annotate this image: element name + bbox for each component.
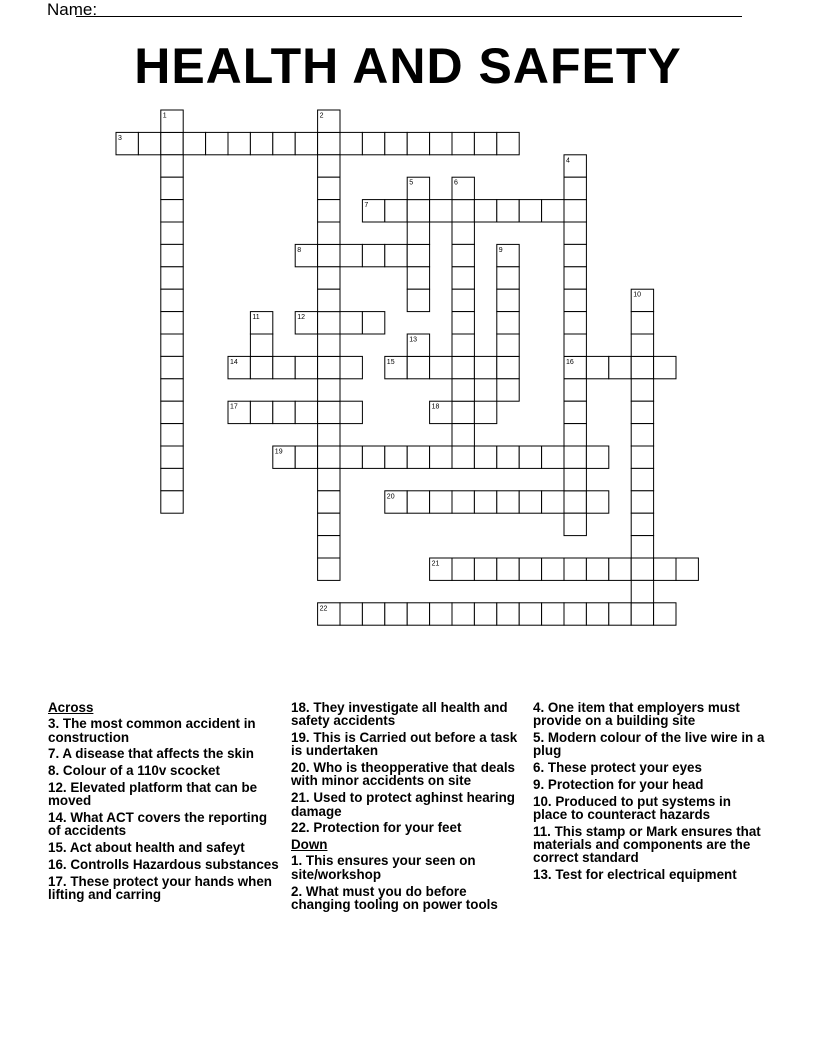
crossword-cell[interactable]: [452, 177, 474, 199]
clue-text: Colour of a 110v scocket: [59, 763, 220, 779]
crossword-cell[interactable]: [407, 132, 429, 154]
crossword-cell[interactable]: [318, 536, 340, 558]
crossword-cell[interactable]: [519, 491, 541, 513]
clue-number-label: 2: [319, 112, 324, 120]
clue-number: 10.: [533, 793, 552, 809]
crossword-cell[interactable]: [340, 132, 362, 154]
crossword-cell[interactable]: [250, 132, 272, 154]
crossword-cell[interactable]: [542, 558, 564, 580]
clue-item: [291, 731, 523, 758]
clue-number-label: 19: [274, 448, 283, 456]
crossword-cell[interactable]: [385, 200, 407, 222]
crossword-cell[interactable]: [564, 155, 586, 177]
crossword-cell[interactable]: [609, 603, 631, 625]
crossword-cell[interactable]: [430, 558, 452, 580]
clue-item: [291, 701, 523, 728]
name-field[interactable]: [76, 16, 742, 17]
clue-item: [48, 747, 280, 760]
crossword-cell[interactable]: [564, 558, 586, 580]
crossword-cell[interactable]: [631, 491, 653, 513]
clue-number-label: 16: [566, 358, 574, 366]
crossword-cell[interactable]: [452, 446, 474, 468]
crossword-cell[interactable]: [564, 200, 586, 222]
crossword-cell[interactable]: [631, 424, 653, 446]
crossword-cell[interactable]: [542, 491, 564, 513]
crossword-cell[interactable]: [295, 132, 317, 154]
clue-number: 13.: [533, 867, 552, 883]
clue-number-label: 5: [409, 179, 414, 187]
crossword-cell[interactable]: [340, 446, 362, 468]
crossword-cell[interactable]: [430, 603, 452, 625]
crossword-cell[interactable]: [161, 155, 183, 177]
clue-number-label: 15: [386, 358, 395, 366]
clue-number-label: 22: [319, 605, 328, 613]
clue-number: 6.: [533, 760, 545, 776]
crossword-cell[interactable]: [564, 401, 586, 423]
clue-item: [48, 858, 280, 871]
crossword-cell[interactable]: [161, 401, 183, 423]
crossword-cell[interactable]: [564, 222, 586, 244]
crossword-cell[interactable]: [430, 132, 452, 154]
crossword-cell[interactable]: [542, 603, 564, 625]
clue-item: [533, 761, 765, 774]
crossword-cell[interactable]: [407, 446, 429, 468]
crossword-cell[interactable]: [161, 424, 183, 446]
crossword-cell[interactable]: [362, 244, 384, 266]
clue-text: The most common accident in construction: [48, 716, 256, 745]
crossword-cell[interactable]: [385, 132, 407, 154]
crossword-cell[interactable]: [318, 446, 340, 468]
clue-item: [533, 731, 765, 758]
crossword-cell[interactable]: [452, 244, 474, 266]
crossword-cell[interactable]: [161, 446, 183, 468]
crossword-cell[interactable]: [519, 603, 541, 625]
clue-item: [291, 791, 523, 818]
clue-text: Elevated platform that can be moved: [48, 779, 258, 809]
crossword-cell[interactable]: [318, 110, 340, 132]
crossword-cell[interactable]: [452, 334, 474, 356]
crossword-cell[interactable]: [273, 401, 295, 423]
clue-text: This stamp or Mark ensures that materials and components are the correct standard: [533, 823, 761, 866]
clue-heading: Across: [48, 700, 94, 715]
crossword-cell[interactable]: [631, 401, 653, 423]
crossword-cell[interactable]: [631, 334, 653, 356]
crossword-cell[interactable]: [430, 401, 452, 423]
crossword-cell[interactable]: [138, 132, 160, 154]
crossword-cell[interactable]: [161, 468, 183, 490]
crossword-cell[interactable]: [631, 446, 653, 468]
crossword-cell[interactable]: [631, 558, 653, 580]
crossword-cell[interactable]: [654, 356, 676, 378]
crossword-cell[interactable]: [519, 200, 541, 222]
crossword-cell[interactable]: [407, 289, 429, 311]
clue-number-label: 3: [118, 134, 122, 142]
clue-number: 5.: [533, 730, 545, 746]
crossword-cell[interactable]: [250, 312, 272, 334]
crossword-cell[interactable]: [318, 513, 340, 535]
clue-number: 14.: [48, 810, 67, 826]
clue-item: [48, 717, 280, 744]
clue-heading: Down: [291, 837, 328, 853]
crossword-cell[interactable]: [654, 603, 676, 625]
crossword-cell[interactable]: [497, 267, 519, 289]
clue-number: 19.: [291, 730, 310, 746]
clue-text: Protection for your head: [544, 776, 704, 792]
crossword-cell[interactable]: [228, 132, 250, 154]
crossword-cell[interactable]: [474, 446, 496, 468]
crossword-cell[interactable]: [161, 334, 183, 356]
crossword-cell[interactable]: [295, 312, 317, 334]
crossword-cell[interactable]: [407, 177, 429, 199]
crossword-cell[interactable]: [318, 200, 340, 222]
crossword-cell[interactable]: [452, 424, 474, 446]
crossword-cell[interactable]: [318, 379, 340, 401]
clue-item: [48, 841, 280, 854]
crossword-cell[interactable]: [452, 289, 474, 311]
crossword-cell[interactable]: [497, 312, 519, 334]
crossword-cell[interactable]: [497, 200, 519, 222]
crossword-cell[interactable]: [497, 289, 519, 311]
crossword-cell[interactable]: [340, 244, 362, 266]
crossword-cell[interactable]: [318, 468, 340, 490]
clue-number: 22.: [291, 820, 310, 836]
crossword-cell[interactable]: [385, 446, 407, 468]
crossword-cell[interactable]: [407, 491, 429, 513]
clue-text: Controlls Hazardous substances: [66, 856, 279, 872]
clue-text: Used to protect aghinst hearing damage: [291, 790, 515, 819]
crossword-cell[interactable]: [497, 334, 519, 356]
crossword-cell[interactable]: [564, 356, 586, 378]
crossword-cell[interactable]: [430, 491, 452, 513]
crossword-cell[interactable]: [474, 558, 496, 580]
crossword-cell[interactable]: [452, 200, 474, 222]
clue-item: [48, 811, 280, 838]
clue-number: 2.: [291, 883, 303, 899]
crossword-cell[interactable]: [318, 491, 340, 513]
clue-item: [533, 868, 765, 881]
clue-text: Test for electrical equipment: [551, 867, 737, 883]
clue-number: 9.: [533, 776, 545, 792]
clue-number: 11.: [533, 823, 551, 839]
crossword-cell[interactable]: [250, 334, 272, 356]
crossword-cell[interactable]: [362, 446, 384, 468]
clue-number: 21.: [291, 790, 310, 806]
clue-item: [48, 875, 280, 902]
crossword-cell[interactable]: [407, 356, 429, 378]
crossword-cell[interactable]: [474, 491, 496, 513]
crossword-cell[interactable]: [295, 244, 317, 266]
crossword-cell[interactable]: [564, 513, 586, 535]
clue-text: They investigate all health and safety accidents: [291, 700, 508, 729]
crossword-cell[interactable]: [564, 177, 586, 199]
clue-number-label: 13: [409, 336, 417, 344]
crossword-cell[interactable]: [474, 401, 496, 423]
crossword-cell[interactable]: [161, 491, 183, 513]
crossword-cell[interactable]: [452, 401, 474, 423]
crossword-cell[interactable]: [318, 132, 340, 154]
crossword-cell[interactable]: [385, 244, 407, 266]
clue-number-label: 17: [230, 403, 238, 411]
clue-number-label: 9: [498, 246, 503, 254]
crossword-cell[interactable]: [362, 603, 384, 625]
crossword-cell[interactable]: [161, 200, 183, 222]
crossword-cell[interactable]: [609, 558, 631, 580]
crossword-cell[interactable]: [564, 603, 586, 625]
clue-text: Modern colour of the live wire in a plug: [533, 730, 765, 759]
clue-number-label: 1: [162, 112, 167, 120]
crossword-cell[interactable]: [250, 401, 272, 423]
crossword-cell[interactable]: [519, 558, 541, 580]
crossword-cell[interactable]: [452, 558, 474, 580]
clue-number: 7.: [48, 746, 60, 762]
clue-number-label: 14: [230, 358, 238, 366]
crossword-cell[interactable]: [161, 289, 183, 311]
crossword-cell[interactable]: [318, 244, 340, 266]
crossword-cell[interactable]: [497, 379, 519, 401]
clue-item: [291, 821, 523, 834]
crossword-cell[interactable]: [407, 334, 429, 356]
crossword-cell[interactable]: [318, 289, 340, 311]
clue-item: [291, 854, 523, 881]
crossword-cell[interactable]: [452, 312, 474, 334]
crossword-cell[interactable]: [362, 312, 384, 334]
crossword-cell[interactable]: [609, 356, 631, 378]
crossword-cell[interactable]: [452, 603, 474, 625]
crossword-cell[interactable]: [497, 446, 519, 468]
crossword-cell[interactable]: [430, 356, 452, 378]
crossword-cell[interactable]: [430, 446, 452, 468]
page-title: HEALTH AND SAFETY: [134, 38, 682, 94]
crossword-cell[interactable]: [340, 356, 362, 378]
crossword-cell[interactable]: [564, 267, 586, 289]
clue-number: 3.: [48, 716, 60, 732]
clue-text: These protect your hands when lifting and carring: [48, 873, 272, 903]
clue-number-label: 21: [431, 560, 440, 568]
clue-text: Who is theopperative that deals with minor accidents on site: [291, 760, 515, 789]
crossword-cell[interactable]: [452, 379, 474, 401]
clue-number: 17.: [48, 873, 67, 889]
crossword-cell[interactable]: [161, 244, 183, 266]
crossword-cell[interactable]: [497, 356, 519, 378]
clue-number: 4.: [533, 700, 545, 715]
crossword-cell[interactable]: [474, 132, 496, 154]
clue-number: 1.: [291, 853, 303, 869]
clue-item: [48, 781, 280, 808]
crossword-cell[interactable]: [542, 446, 564, 468]
crossword-cell[interactable]: [318, 424, 340, 446]
crossword-cell[interactable]: [452, 132, 474, 154]
clue-text: This ensures your seen on site/workshop: [291, 853, 476, 882]
crossword-cell[interactable]: [183, 132, 205, 154]
crossword-cell[interactable]: [318, 603, 340, 625]
clue-item: [533, 825, 765, 865]
clue-text: One item that employers must provide on a building site: [533, 700, 740, 729]
clue-text: What ACT covers the reporting of accidents: [48, 810, 268, 839]
crossword-cell[interactable]: [318, 155, 340, 177]
crossword-cell[interactable]: [407, 200, 429, 222]
crossword-cell[interactable]: [116, 132, 138, 154]
clue-item: [48, 764, 280, 777]
crossword-cell[interactable]: [586, 558, 608, 580]
clue-number-label: 12: [297, 314, 305, 322]
crossword-cell[interactable]: [161, 222, 183, 244]
clue-number-label: 20: [386, 493, 395, 501]
crossword-cell[interactable]: [452, 491, 474, 513]
crossword-cell[interactable]: [318, 334, 340, 356]
crossword-cell[interactable]: [318, 222, 340, 244]
crossword-cell[interactable]: [318, 558, 340, 580]
crossword-cell[interactable]: [564, 312, 586, 334]
clue-number: 20.: [291, 760, 310, 776]
crossword-cell[interactable]: [385, 356, 407, 378]
crossword-cell[interactable]: [564, 424, 586, 446]
crossword-cell[interactable]: [318, 177, 340, 199]
clue-text: This is Carried out before a task is undertaken: [291, 730, 518, 759]
clue-column-2: [291, 701, 523, 915]
crossword-cell[interactable]: [161, 132, 183, 154]
crossword-cell[interactable]: [273, 446, 295, 468]
crossword-cell[interactable]: [318, 401, 340, 423]
crossword-cell[interactable]: [340, 312, 362, 334]
crossword-cell[interactable]: [654, 558, 676, 580]
crossword-cell[interactable]: [564, 446, 586, 468]
clue-number: 12.: [48, 779, 67, 795]
crossword-cell[interactable]: [407, 244, 429, 266]
crossword-cell[interactable]: [564, 379, 586, 401]
clue-number-label: 11: [252, 314, 260, 322]
crossword-cell[interactable]: [340, 603, 362, 625]
clue-item: [533, 795, 765, 822]
clue-number: 16.: [48, 856, 67, 872]
crossword-cell[interactable]: [273, 356, 295, 378]
crossword-cell[interactable]: [161, 312, 183, 334]
crossword-cell[interactable]: [407, 267, 429, 289]
crossword-cell[interactable]: [631, 536, 653, 558]
clue-item: [291, 885, 523, 912]
crossword-cell[interactable]: [631, 289, 653, 311]
clue-number-label: 4: [566, 157, 570, 165]
clue-text: A disease that affects the skin: [59, 746, 254, 762]
clue-item: [533, 778, 765, 791]
clue-number-label: 7: [364, 202, 369, 210]
clue-item: [291, 761, 523, 788]
clue-column-3: [533, 701, 765, 885]
crossword-cell[interactable]: [519, 446, 541, 468]
crossword-cell[interactable]: [631, 580, 653, 602]
crossword-cell[interactable]: [206, 132, 228, 154]
crossword-cell[interactable]: [564, 491, 586, 513]
crossword-cell[interactable]: [497, 132, 519, 154]
crossword-cell[interactable]: [385, 491, 407, 513]
crossword-cell[interactable]: [474, 356, 496, 378]
crossword-cell[interactable]: [295, 401, 317, 423]
clue-text: Protection for your feet: [309, 820, 462, 836]
crossword-cell[interactable]: [318, 356, 340, 378]
crossword-cell[interactable]: [362, 200, 384, 222]
crossword-cell[interactable]: [631, 513, 653, 535]
crossword-cell[interactable]: [273, 132, 295, 154]
crossword-cell[interactable]: [586, 603, 608, 625]
crossword-cell[interactable]: [452, 222, 474, 244]
crossword-cell[interactable]: [161, 379, 183, 401]
crossword-cell[interactable]: [497, 244, 519, 266]
crossword-cell[interactable]: [407, 222, 429, 244]
crossword-cell[interactable]: [631, 468, 653, 490]
clue-text: These protect your eyes: [544, 760, 702, 776]
crossword-cell[interactable]: [430, 200, 452, 222]
crossword-cell[interactable]: [586, 446, 608, 468]
crossword-cell[interactable]: [452, 267, 474, 289]
clue-number: 15.: [48, 840, 67, 856]
crossword-cell[interactable]: [564, 334, 586, 356]
clue-text: What must you do before changing tooling on power tools: [291, 883, 498, 912]
crossword-cell[interactable]: [161, 110, 183, 132]
crossword-cell[interactable]: [161, 267, 183, 289]
crossword-cell[interactable]: [497, 603, 519, 625]
crossword-cell[interactable]: [452, 356, 474, 378]
crossword-cell[interactable]: [542, 200, 564, 222]
clue-number-label: 6: [454, 179, 458, 187]
crossword-cell[interactable]: [631, 312, 653, 334]
clue-item: [533, 701, 765, 728]
crossword-cell[interactable]: [228, 356, 250, 378]
name-label: Name:: [47, 0, 98, 19]
crossword-cell[interactable]: [318, 312, 340, 334]
crossword-cell[interactable]: [340, 401, 362, 423]
clue-text: Act about health and safeyt: [66, 840, 245, 856]
crossword-cell[interactable]: [474, 603, 496, 625]
clue-number: 18.: [291, 700, 310, 715]
clue-number: 8.: [48, 763, 60, 779]
clue-column-1: [48, 701, 280, 905]
crossword-cell[interactable]: [631, 603, 653, 625]
crossword-cell[interactable]: [497, 491, 519, 513]
crossword-cell[interactable]: [362, 132, 384, 154]
clue-number-label: 8: [297, 246, 302, 254]
clue-number-label: 10: [633, 291, 641, 299]
crossword-cell[interactable]: [586, 491, 608, 513]
crossword-cell[interactable]: [407, 603, 429, 625]
crossword-cell[interactable]: [474, 200, 496, 222]
crossword-cell[interactable]: [497, 558, 519, 580]
crossword-cell[interactable]: [586, 356, 608, 378]
clue-text: Produced to put systems in place to counteract hazards: [533, 793, 731, 823]
crossword-cell[interactable]: [295, 356, 317, 378]
crossword-cell[interactable]: [295, 446, 317, 468]
clue-number-label: 18: [431, 403, 440, 411]
crossword-cell[interactable]: [631, 356, 653, 378]
crossword-cell[interactable]: [564, 289, 586, 311]
crossword-cell[interactable]: [631, 379, 653, 401]
crossword-cell[interactable]: [161, 356, 183, 378]
crossword-cell[interactable]: [228, 401, 250, 423]
crossword-cell[interactable]: [564, 244, 586, 266]
crossword-cell[interactable]: [676, 558, 698, 580]
crossword-cell[interactable]: [250, 356, 272, 378]
crossword-cell[interactable]: [385, 603, 407, 625]
crossword-cell[interactable]: [161, 177, 183, 199]
crossword-cell[interactable]: [318, 267, 340, 289]
crossword-cell[interactable]: [564, 468, 586, 490]
